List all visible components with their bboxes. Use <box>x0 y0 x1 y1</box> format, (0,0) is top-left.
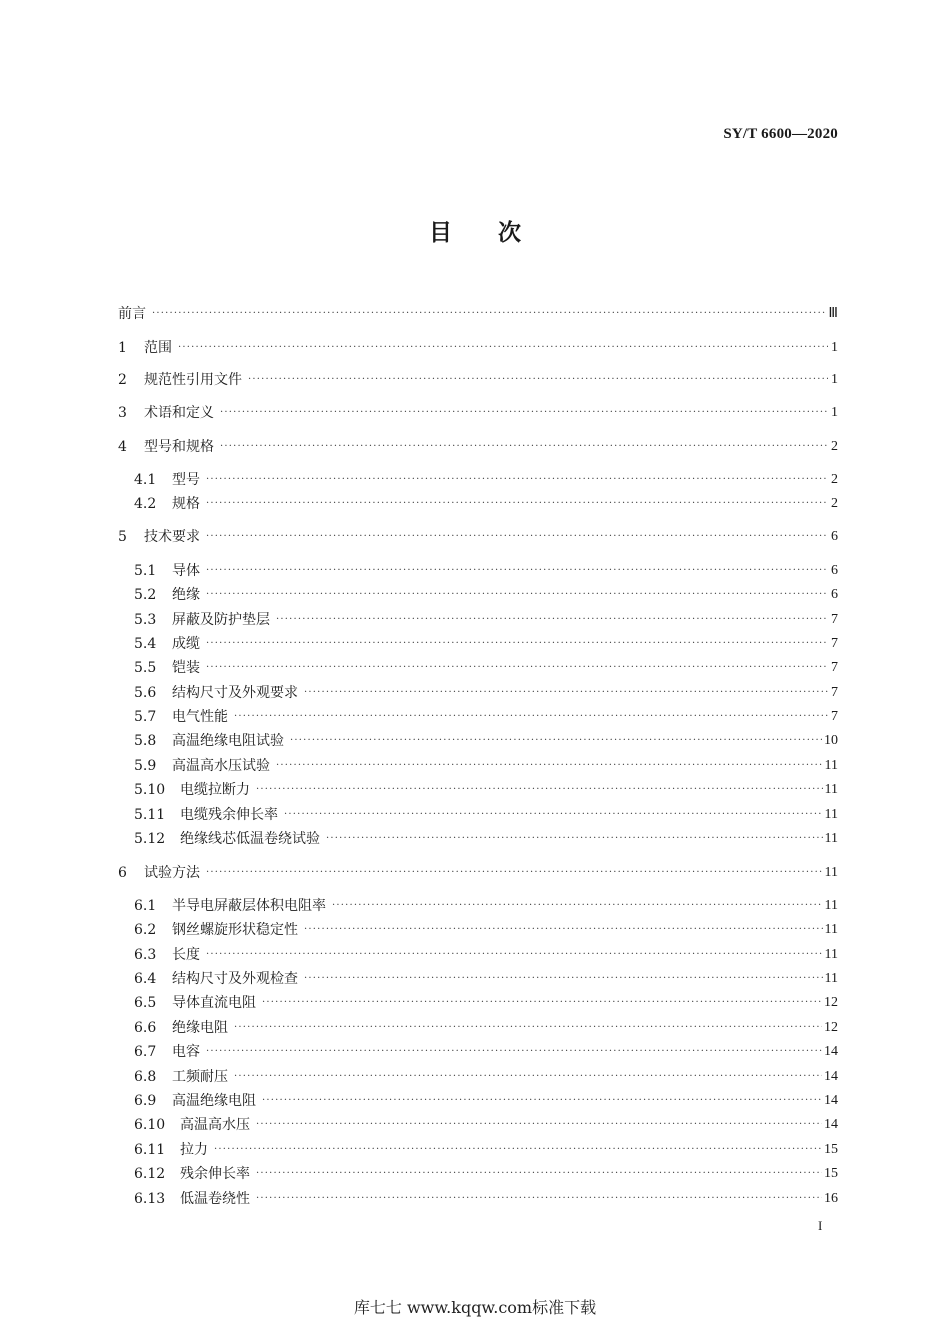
toc-entry-page: 12 <box>824 995 838 1010</box>
toc-entry-number: 5.6 <box>134 685 157 701</box>
toc-entry[interactable] <box>134 755 838 777</box>
toc-entry[interactable] <box>134 730 838 752</box>
toc-leader-dots <box>304 968 823 990</box>
toc-entry[interactable] <box>134 1188 838 1210</box>
toc-entry-page: 1 <box>831 372 838 387</box>
toc-entry-number: 5.5 <box>134 660 157 676</box>
toc-leader-dots <box>290 730 822 752</box>
toc-leader-dots <box>234 706 828 728</box>
toc-leader-dots <box>178 337 828 359</box>
toc-entry-page: 6 <box>831 587 838 602</box>
toc-entry-label: 规格 <box>172 496 200 512</box>
toc-entry-number: 6.6 <box>134 1020 157 1036</box>
toc-entry-label: 成缆 <box>172 636 200 652</box>
toc-leader-dots <box>214 1139 822 1161</box>
toc-entry[interactable] <box>134 609 838 631</box>
toc-entry-number: 6.9 <box>134 1093 157 1109</box>
toc-title: 目次 <box>429 220 567 246</box>
toc-entry-label: 电缆残余伸长率 <box>180 807 278 823</box>
toc-leader-dots <box>152 303 826 325</box>
toc-entry-label: 工频耐压 <box>172 1069 228 1085</box>
toc-entry-label: 高温高水压 <box>180 1117 250 1133</box>
toc-entry-page: 14 <box>824 1044 838 1059</box>
toc-entry-number: 5.8 <box>134 733 157 749</box>
toc-entry-page: 2 <box>831 496 838 511</box>
toc-entry-page: 11 <box>824 898 838 913</box>
toc-entry[interactable] <box>134 1090 838 1112</box>
toc-entry-label: 试验方法 <box>144 865 200 881</box>
toc-entry-number: 6.13 <box>134 1191 166 1207</box>
toc-entry-number: 5.7 <box>134 709 157 725</box>
toc-entry[interactable] <box>134 1163 838 1185</box>
toc-entry-page: 12 <box>824 1020 838 1035</box>
toc-entry-number: 6.10 <box>134 1117 166 1133</box>
toc-leader-dots <box>206 1041 822 1063</box>
toc-entry[interactable] <box>134 1139 838 1161</box>
toc-entry-number: 5 <box>118 529 127 545</box>
toc-leader-dots <box>284 804 823 826</box>
toc-entry[interactable] <box>134 657 838 679</box>
toc-entry-label: 残余伸长率 <box>180 1166 250 1182</box>
toc-leader-dots <box>256 1114 822 1136</box>
toc-entry[interactable] <box>134 584 838 606</box>
toc-entry-label: 技术要求 <box>144 529 200 545</box>
toc-leader-dots <box>256 779 823 801</box>
toc-leader-dots <box>220 402 828 424</box>
toc-entry[interactable] <box>134 560 838 582</box>
toc-entry-page: 11 <box>824 947 838 962</box>
toc-entry-number: 5.2 <box>134 587 157 603</box>
toc-entry[interactable] <box>134 895 838 917</box>
toc-entry-label: 型号 <box>172 472 200 488</box>
toc-entry-page: 7 <box>831 636 838 651</box>
toc-entry-page: 7 <box>831 612 838 627</box>
toc-entry-page: 7 <box>831 660 838 675</box>
toc-entry[interactable] <box>118 369 838 391</box>
toc-leader-dots <box>234 1066 822 1088</box>
toc-entry-number: 5.11 <box>134 807 166 823</box>
toc-entry-page: 16 <box>824 1191 838 1206</box>
toc-entry-label: 高温绝缘电阻试验 <box>172 733 284 749</box>
toc-entry-label: 铠装 <box>172 660 200 676</box>
toc-entry[interactable] <box>118 337 838 359</box>
toc-entry-number: 6.12 <box>134 1166 166 1182</box>
page-number: I <box>818 1218 823 1233</box>
toc-entry[interactable] <box>134 1041 838 1063</box>
toc-entry-page: 7 <box>831 685 838 700</box>
toc-entry[interactable] <box>134 1017 838 1039</box>
toc-entry-number: 6.7 <box>134 1044 157 1060</box>
toc-entry-label: 结构尺寸及外观检查 <box>172 971 298 987</box>
toc-entry[interactable] <box>134 1066 838 1088</box>
toc-entry-page: 10 <box>824 733 838 748</box>
toc-leader-dots <box>262 1090 822 1112</box>
toc-entry-page: 14 <box>824 1117 838 1132</box>
toc-entry-label: 前言 <box>118 306 146 322</box>
toc-entry[interactable] <box>118 402 838 424</box>
toc-leader-dots <box>220 436 828 458</box>
toc-entry-number: 6.5 <box>134 995 157 1011</box>
toc-entry-page: 14 <box>824 1093 838 1108</box>
toc-entry[interactable] <box>134 493 838 515</box>
toc-entry-number: 1 <box>118 340 127 356</box>
toc-entry-label: 范围 <box>144 340 172 356</box>
toc-entry-page: 14 <box>824 1069 838 1084</box>
toc-entry-number: 5.12 <box>134 831 166 847</box>
toc-leader-dots <box>206 633 828 655</box>
toc-entry-page: 2 <box>831 439 838 454</box>
toc-entry-page: 15 <box>824 1166 838 1181</box>
toc-leader-dots <box>276 755 823 777</box>
toc-entry-page: 1 <box>831 405 838 420</box>
toc-leader-dots <box>206 862 823 884</box>
toc-entry-page: 15 <box>824 1142 838 1157</box>
toc-entry-number: 3 <box>118 405 127 421</box>
toc-entry-number: 4.2 <box>134 496 157 512</box>
toc-entry-label: 高温绝缘电阻 <box>172 1093 256 1109</box>
toc-entry-number: 6.11 <box>134 1142 166 1158</box>
toc-entry-label: 电缆拉断力 <box>180 782 250 798</box>
toc-entry-label: 拉力 <box>180 1142 208 1158</box>
toc-entry-number: 6.8 <box>134 1069 157 1085</box>
toc-entry[interactable] <box>134 469 838 491</box>
toc-leader-dots <box>256 1188 822 1210</box>
toc-entry[interactable] <box>118 862 838 884</box>
toc-leader-dots <box>276 609 828 631</box>
toc-entry-label: 术语和定义 <box>144 405 214 421</box>
toc-entry-page: 11 <box>824 865 838 880</box>
toc-entry-number: 6.4 <box>134 971 157 987</box>
toc-entry-page: 11 <box>824 807 838 822</box>
toc-entry[interactable] <box>134 992 838 1014</box>
toc-entry-label: 导体直流电阻 <box>172 995 256 1011</box>
toc-entry-label: 半导电屏蔽层体积电阻率 <box>172 898 326 914</box>
toc-leader-dots <box>206 469 828 491</box>
toc-entry[interactable] <box>134 968 838 990</box>
toc-leader-dots <box>326 828 823 850</box>
toc-entry-page: 11 <box>824 831 838 846</box>
toc-entry[interactable] <box>134 804 838 826</box>
toc-entry-number: 5.9 <box>134 758 157 774</box>
toc-entry-page: 11 <box>824 922 838 937</box>
toc-leader-dots <box>206 584 828 606</box>
toc-entry[interactable] <box>134 1114 838 1136</box>
toc-entry[interactable] <box>134 633 838 655</box>
toc-entry-number: 4 <box>118 439 127 455</box>
toc-leader-dots <box>206 493 828 515</box>
toc-entry-label: 高温高水压试验 <box>172 758 270 774</box>
toc-entry-label: 绝缘电阻 <box>172 1020 228 1036</box>
toc-entry-number: 2 <box>118 372 127 388</box>
toc-entry-number: 5.10 <box>134 782 166 798</box>
toc-entry-page: 11 <box>824 758 838 773</box>
toc-entry-page: 1 <box>831 340 838 355</box>
toc-leader-dots <box>304 682 828 704</box>
toc-leader-dots <box>206 944 823 966</box>
toc-entry-label: 钢丝螺旋形状稳定性 <box>172 922 298 938</box>
toc-leader-dots <box>262 992 822 1014</box>
toc-leader-dots <box>206 560 828 582</box>
toc-leader-dots <box>256 1163 822 1185</box>
toc-entry-page: 11 <box>824 782 838 797</box>
toc-leader-dots <box>248 369 828 391</box>
toc-entry[interactable] <box>118 303 838 325</box>
toc-entry-number: 6.3 <box>134 947 157 963</box>
standard-code: SY/T 6600—2020 <box>723 126 838 142</box>
toc-entry-number: 5.1 <box>134 563 157 579</box>
toc-entry-label: 低温卷绕性 <box>180 1191 250 1207</box>
toc-entry-number: 5.3 <box>134 612 157 628</box>
toc-leader-dots <box>332 895 823 917</box>
toc-entry[interactable] <box>134 779 838 801</box>
toc-entry-label: 长度 <box>172 947 200 963</box>
toc-entry[interactable] <box>134 828 838 850</box>
toc-entry-number: 5.4 <box>134 636 157 652</box>
toc-entry-label: 绝缘线芯低温卷绕试验 <box>180 831 320 847</box>
toc-entry-page: Ⅲ <box>828 306 838 321</box>
toc-leader-dots <box>206 657 828 679</box>
toc-entry-label: 屏蔽及防护垫层 <box>172 612 270 628</box>
toc-entry-label: 型号和规格 <box>144 439 214 455</box>
toc-entry[interactable] <box>118 526 838 548</box>
toc-entry-label: 电气性能 <box>172 709 228 725</box>
toc-entry-page: 6 <box>831 529 838 544</box>
toc-entry-label: 导体 <box>172 563 200 579</box>
toc-entry-label: 绝缘 <box>172 587 200 603</box>
toc-entry-number: 6.2 <box>134 922 157 938</box>
toc-entry[interactable] <box>134 682 838 704</box>
toc-entry-page: 7 <box>831 709 838 724</box>
toc-leader-dots <box>206 526 828 548</box>
toc-entry-page: 6 <box>831 563 838 578</box>
toc-entry-label: 电容 <box>172 1044 200 1060</box>
toc-entry[interactable] <box>134 706 838 728</box>
toc-entry[interactable] <box>118 436 838 458</box>
toc-entry[interactable] <box>134 944 838 966</box>
toc-entry-number: 6.1 <box>134 898 157 914</box>
toc-leader-dots <box>234 1017 822 1039</box>
toc-entry-page: 2 <box>831 472 838 487</box>
toc-entry[interactable] <box>134 919 838 941</box>
toc-entry-number: 4.1 <box>134 472 157 488</box>
toc-entry-label: 规范性引用文件 <box>144 372 242 388</box>
toc-entry-number: 6 <box>118 865 127 881</box>
watermark-text: 库七七 www.kqqw.com标准下载 <box>353 1298 597 1317</box>
toc-entry-page: 11 <box>824 971 838 986</box>
toc-leader-dots <box>304 919 823 941</box>
toc-entry-label: 结构尺寸及外观要求 <box>172 685 298 701</box>
